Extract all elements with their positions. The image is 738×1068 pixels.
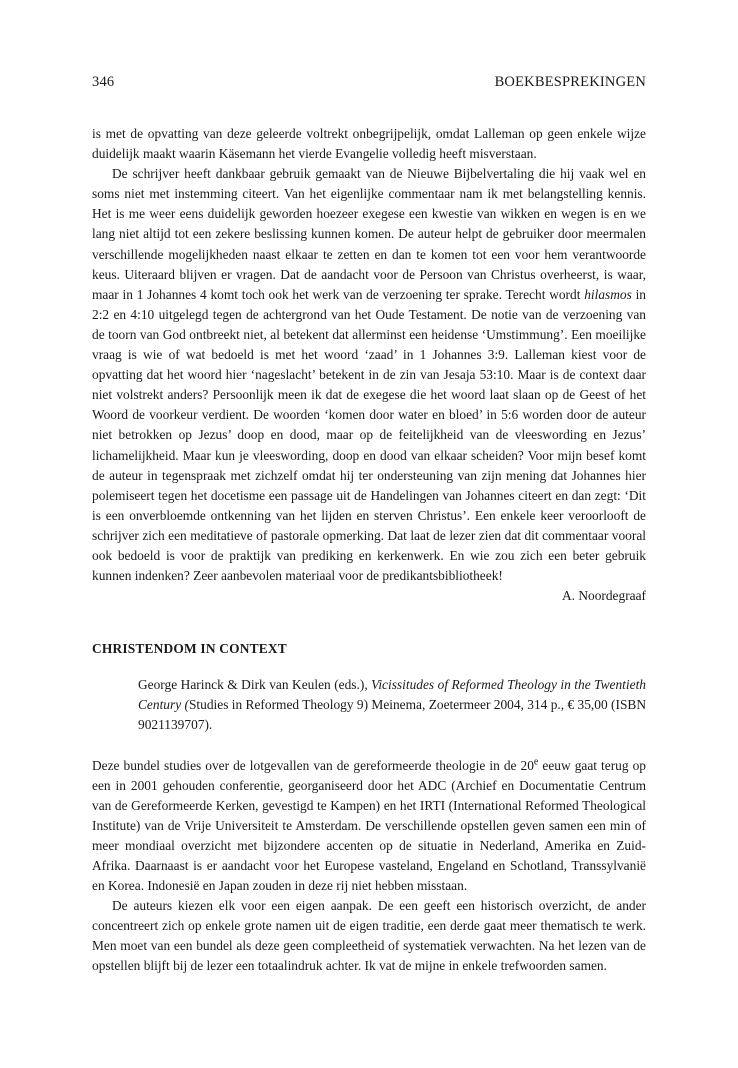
paragraph-text: in 2:2 en 4:10 uitgelegd tegen de achtergrond van het Oude Testament. De notie van de verzoening van de toorn van God ontbreekt niet, al betekent dat allerminst een heidense ‘Umstimmung’. Een moeilijke vraag is wie of wat bedoeld is met het woord ‘zaad’ in 1 Johannes 3:9. Lalleman kiest voor de opvatting dat het woord hier ‘nageslacht’ betekent in de zin van Jesaja 53:10. Maar is de context daar niet volstrekt anders? Persoonlijk meen ik dat de exegese die het woord laat slaan op de Geest of het Woord de voorkeur verdient. De woorden ‘komen door water en bloed’ in 5:6 worden door de auteur niet betrokken op Jezus’ doop en dood, maar op de feitelijkheid van de vleeswording en Jezus’ lichamelijkheid. Maar kun je vleeswording, doop en dood van elkaar scheiden? Voor mijn besef komt de auteur in tegenspraak met zichzelf omdat hij ter ondersteuning van zijn mening dat Johannes hier polemiseert tegen het docetisme een passage uit de Handelingen van Johannes citeert en dan zegt: ‘Dit is een onverbloemde ontkenning van het lijden en sterven Christus’. Een enkele keer veroorlooft de schrijver zich een meditatieve of pastorale opmerking. Dat laat de lezer zien dat dit commentaar vooral ook bedoeld is voor de praktijk van prediking en kerkenwerk. En wie zou zich een beter gebruik kunnen indenken? Zeer aanbevolen materiaal voor de predikantsbibliotheek! bbox=[92, 286, 647, 584]
paragraph: is met de opvatting van deze geleerde voltrekt onbegrijpelijk, omdat Lalleman op geen enkele wijze duidelijk maakt waarin Käsemann het vierde Evangelie volledig heeft misverstaan. bbox=[92, 126, 646, 162]
paragraph-text: Deze bundel studies over de lotgevallen van de gereformeerde theologie in de 20 bbox=[92, 757, 534, 773]
citation-details: Studies in Reformed Theology 9) Meinema, Zoetermeer 2004, 314 p., € 35,00 (ISBN 9021139707). bbox=[138, 697, 646, 733]
paragraph bbox=[92, 756, 646, 897]
book-citation bbox=[138, 675, 646, 735]
review-body bbox=[92, 756, 646, 977]
running-head bbox=[92, 74, 646, 104]
paragraph bbox=[92, 164, 646, 586]
reviewer-signature: A. Noordegraaf bbox=[561, 588, 646, 604]
section-title: CHRISTENDOM IN CONTEXT bbox=[92, 641, 287, 657]
running-title: BOEKBESPREKINGEN bbox=[494, 74, 646, 90]
page bbox=[92, 74, 646, 977]
paragraph-text: eeuw gaat terug op een in 2001 gehouden conferentie, georganiseerd door het ADC (Archief en Documentatie Centrum van de Gereformeerde Kerken, gevestigd te Kampen) en het IRTI (International Reformed Theological Institute) van de Vrije Universiteit te Amsterdam. De verschillende opstellen geven samen een min of meer mondiaal overzicht met bijzondere accenten op de situatie in Nederland, Amerika en Zuid-Afrika. Daarnaast is er aandacht voor het Europese vasteland, Engeland en Schotland, Transsylvanië en Korea. Indonesië en Japan zouden in deze rij niet hebben misstaan. bbox=[92, 757, 646, 894]
citation-authors: George Harinck & Dirk van Keulen (eds.), bbox=[138, 677, 372, 693]
italic-term: hilasmos bbox=[584, 286, 632, 302]
page-number: 346 bbox=[92, 74, 115, 90]
citation-title: Vicissitudes of Reformed Theology in the Twentieth Century ( bbox=[138, 677, 646, 713]
paragraph: De auteurs kiezen elk voor een eigen aanpak. De een geeft een historisch overzicht, de ander concentreert zich op enkele grote namen uit de eigen traditie, een derde gaat meer thematisch te werk. Men moet van een bundel als deze geen compleetheid of systematiek verwachten. Na het lezen van de opstellen blijft bij de lezer een totaalindruk achter. Ik vat de mijne in enkele trefwoorden samen. bbox=[92, 898, 646, 974]
review-body bbox=[92, 124, 646, 606]
superscript: e bbox=[533, 756, 539, 768]
paragraph-text: De schrijver heeft dankbaar gebruik gemaakt van de Nieuwe Bijbelvertaling die hij vaak wel en soms niet met instemming citeert. Van het eigenlijke commentaar nam ik met belangstelling kennis. Het is me weer eens duidelijk geworden hoezeer exegese een kwestie van wikken en wegen is en we lang niet altijd tot een zekere beslissing kunnen komen. De auteur helpt de gebruiker door meermalen verschillende mogelijkheden naast elkaar te zetten en dan te komen tot een voor hem verantwoorde keus. Uiteraard blijven er vragen. Dat de aandacht voor de Persoon van Christus overheerst, is waar, maar in 1 Johannes 4 komt toch ook het werk van de verzoening ter sprake. Terecht wordt bbox=[92, 166, 646, 302]
